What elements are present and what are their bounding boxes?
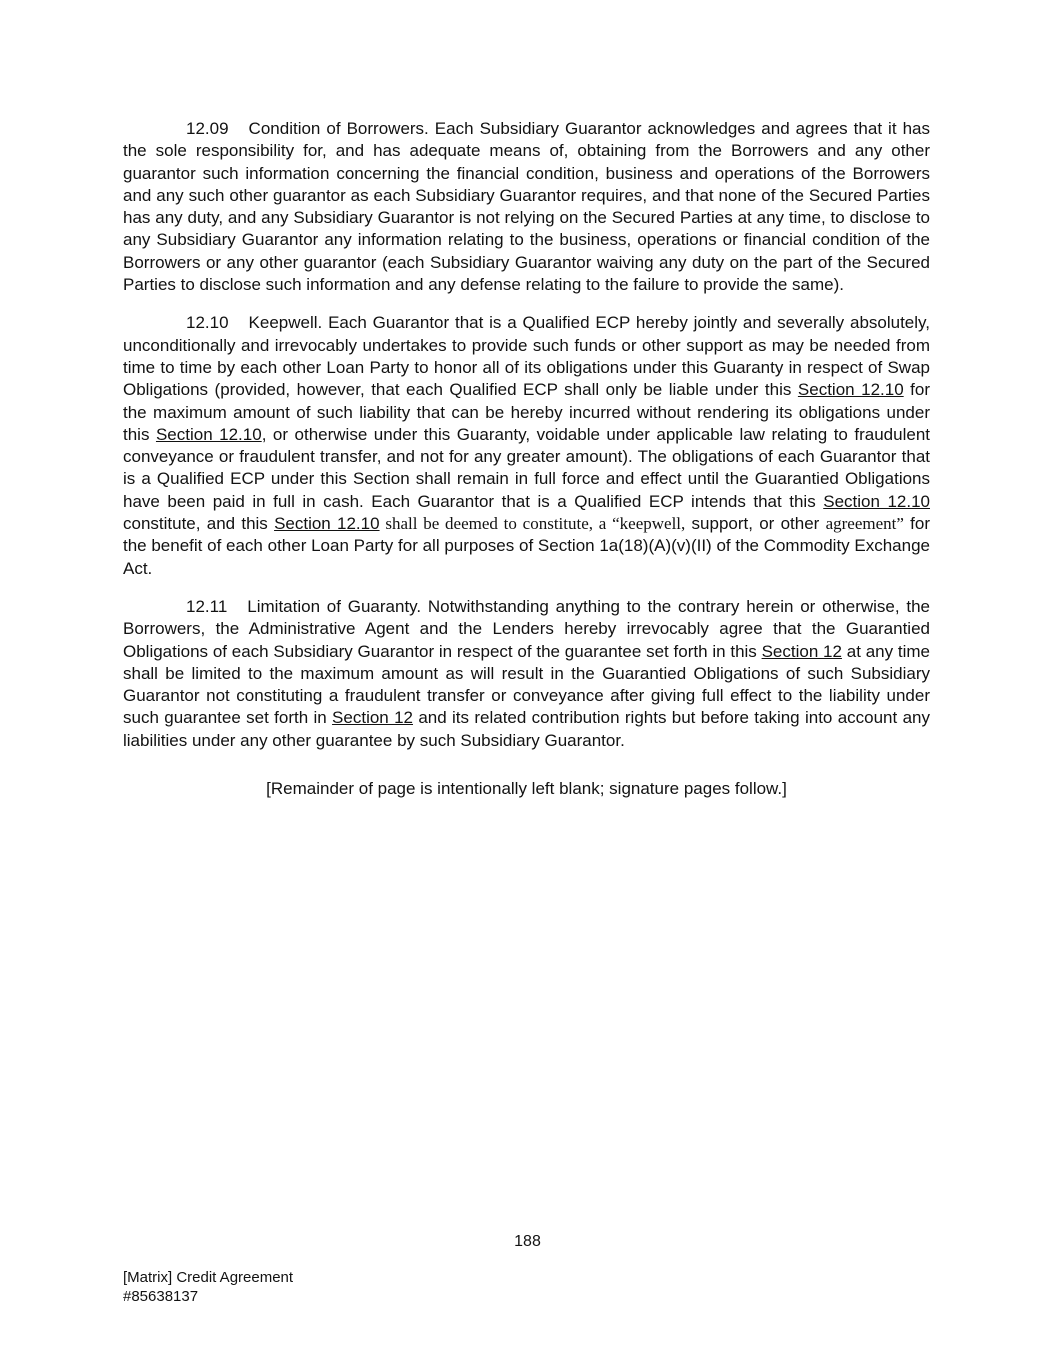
- section-ref-link[interactable]: Section 12: [761, 641, 842, 661]
- section-ref-link[interactable]: Section 12.10: [823, 491, 930, 511]
- section-paragraph-12.11: [123, 596, 930, 752]
- section-ref-link[interactable]: Section 12.10: [155, 424, 262, 444]
- page-number: 188: [514, 1233, 541, 1250]
- document-footer: [123, 1268, 293, 1306]
- text-run: for the benefit of each other Loan Party for all purposes of Section 1a(18)(A)(v)(II) of the Commodity Exchange Act.: [123, 514, 931, 578]
- text-run: Limitation of Guaranty. Notwithstanding anything to the contrary herein or otherwise, the Borrowers, the Administrative Agent and the Lenders hereby irrevocably agree that the Guarantied Obligations of each Subsidiary Guarantor in respect of the guarantee set forth in this: [123, 596, 930, 661]
- text-run: support, or other: [685, 514, 826, 534]
- text-run: constitute, and this: [123, 514, 275, 534]
- section-paragraph-12.10: [123, 312, 930, 580]
- section-ref-link[interactable]: Section 12.10: [797, 380, 904, 400]
- section-number: 12.09: [186, 119, 229, 138]
- remainder-note: [Remainder of page is intentionally left blank; signature pages follow.]: [266, 779, 787, 799]
- section-number: 12.11: [186, 596, 228, 616]
- text-run: , or otherwise under this Guaranty, voidable under applicable law relating to fraudulent conveyance or fraudulent transfer, and not for any greater amount). The obligations of each Guarantor that is a Qualified ECP under this Section shall remain in full force and effect until the Guarantied Obligations have been paid in full in cash. Each Guarantor that is a Qualified ECP intends that this: [123, 424, 930, 511]
- footer-document-title: [Matrix] Credit Agreement: [123, 1269, 294, 1286]
- section-number: 12.10: [186, 313, 229, 333]
- text-run: for the maximum amount of such liability that can be hereby incurred without rendering its obligations under this: [123, 380, 930, 444]
- text-run: Condition of Borrowers. Each Subsidiary Guarantor acknowledges and agrees that it has the sole responsibility for, and has adequate means of, obtaining from the Borrowers and any other guarantor such information concerning the financial condition, business and operations of the Borrowers and any such other guarantor as each Subsidiary Guarantor requires, and that none of the Secured Parties has any duty, and any Subsidiary Guarantor is not relying on the Secured Parties at any time, to disclose to any Subsidiary Guarantor any information relating to the business, operations or financial condition of the Borrowers or any other guarantor (each Subsidiary Guarantor waiving any duty on the part of the Secured Parties to disclose such information and any defense relating to the failure to provide the same).: [123, 119, 930, 295]
- section-ref-link[interactable]: Section 12: [332, 708, 413, 728]
- footer-document-id: #85638137: [123, 1288, 199, 1305]
- text-run: Keepwell. Each Guarantor that is a Qualified ECP hereby jointly and severally absolutely, unconditionally and irrevocably undertakes to provide such funds or other support as may be needed from time to time by each other Loan Party to honor all of its obligations under this Guaranty in respect of Swap Obligations (provided, however, that each Qualified ECP shall only be liable under this: [123, 313, 930, 400]
- section-paragraph-12.09: [123, 118, 930, 296]
- text-run: shall be deemed to constitute, a “keepwell,: [379, 514, 686, 534]
- text-run: at any time shall be limited to the maximum amount as will result in the Guarantied Obligations of such Subsidiary Guarantor not constituting a fraudulent transfer or conveyance after giving full effect to the liability under such guarantee set forth in: [123, 641, 930, 728]
- section-ref-link[interactable]: Section 12.10: [274, 514, 380, 534]
- sections: [123, 118, 930, 752]
- text-run: and its related contribution rights but before taking into account any liabilities under any other guarantee by such Subsidiary Guarantor.: [123, 708, 930, 750]
- text-run: agreement”: [825, 514, 904, 534]
